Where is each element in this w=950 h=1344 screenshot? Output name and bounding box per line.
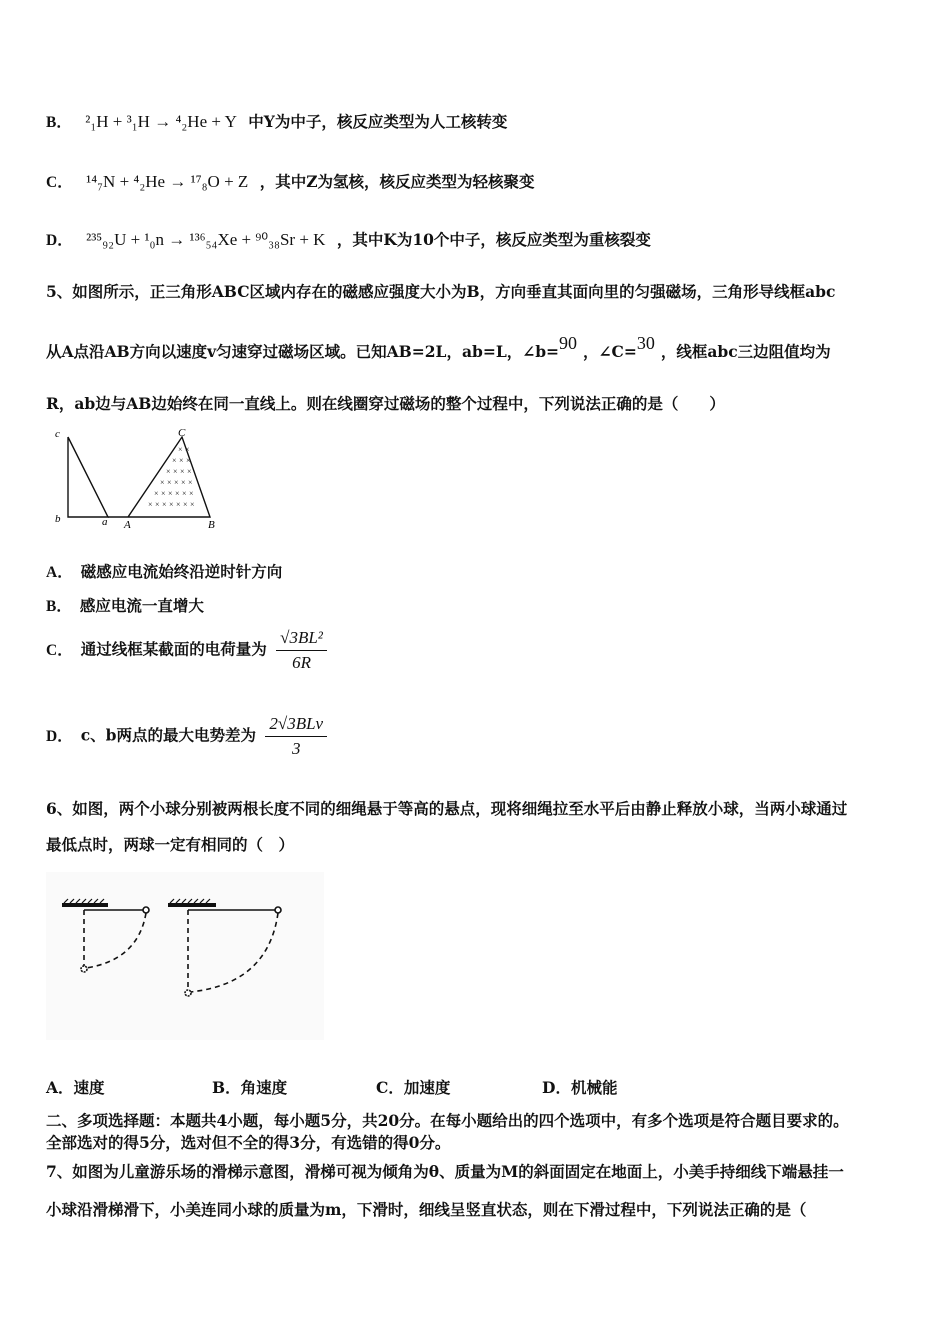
- q5-stem-part: ，∠C=: [583, 342, 637, 361]
- magnetic-field-mark: ×: [154, 489, 159, 498]
- q7-stem-line1: 7、如图为儿童游乐场的滑梯示意图，滑梯可视为倾角为θ、质量为M的斜面固定在地面上，小美手持细线下端悬挂一: [46, 1162, 844, 1181]
- q7-stem-line2: 小球沿滑梯滑下，小美连同小球的质量为m，下滑时，细线呈竖直状态，则在下滑过程中，下列说法正确的是（: [46, 1200, 807, 1219]
- section-2-line1: 二、多项选择题：本题共4小题，每小题5分，共20分。在每小题给出的四个选项中，有多个选项是符合题目要求的。: [46, 1111, 849, 1130]
- option-text: ，其中Z为氢核，核反应类型为轻核聚变: [259, 172, 535, 191]
- charge-fraction: [276, 628, 327, 673]
- magnetic-field-mark: ×: [185, 445, 190, 454]
- option-text: 磁感应电流始终沿逆时针方向: [80, 562, 283, 581]
- q5-stem-line3: R，ab边与AB边始终在同一直线上。则在线圈穿过磁场的整个过程中，下列说法正确的是（ ）: [46, 394, 725, 413]
- option-label: C．: [46, 174, 73, 191]
- magnetic-field-mark: ×: [187, 467, 192, 476]
- option-text: 感应电流一直增大: [79, 596, 204, 615]
- q5-option-b: [46, 594, 204, 616]
- option-label: B．: [46, 114, 72, 131]
- q6-option-a: A．速度: [46, 1078, 105, 1097]
- magnetic-field-mark: ×: [160, 478, 165, 487]
- nuclear-equation: ²₁H + ³₁H → ⁴₂He + Y: [85, 112, 237, 131]
- magnetic-field-mark: ×: [162, 500, 167, 509]
- magnetic-field-mark: ×: [168, 489, 173, 498]
- section-2-header: [46, 1110, 916, 1154]
- magnetic-field-mark: ×: [182, 489, 187, 498]
- q5-option-a: [46, 560, 282, 582]
- option-text: ，其中K为10个中子，核反应类型为重核裂变: [336, 230, 651, 249]
- q6-stem-line1: 6、如图，两个小球分别被两根长度不同的细绳悬于等高的悬点，现将细绳拉至水平后由静止释放小球，当两小球通过: [46, 799, 848, 818]
- fraction-denominator: 6R: [292, 653, 311, 672]
- q4-option-d: [46, 228, 651, 250]
- option-label: B．: [46, 598, 72, 615]
- option-label: C．: [46, 641, 73, 659]
- label-C: C: [178, 427, 186, 439]
- option-text: 通过线框某截面的电荷量为: [80, 639, 267, 659]
- magnetic-field-mark: ×: [174, 478, 179, 487]
- option-text: 中Y为中子，核反应类型为人工核转变: [248, 112, 508, 131]
- label-c: c: [55, 428, 60, 440]
- magnetic-field-mark: ×: [172, 456, 177, 465]
- q6-options: [46, 1076, 846, 1100]
- angle-b-value: 90: [559, 333, 578, 353]
- q5-stem-line1: 5、如图所示，正三角形ABC区域内存在的磁感应强度大小为B，方向垂直其面向里的匀强磁场，三角形导线框abc: [46, 282, 836, 301]
- magnetic-field-mark: ×: [155, 500, 160, 509]
- magnetic-field-mark: ×: [161, 489, 166, 498]
- option-text: c、b两点的最大电势差为: [80, 725, 256, 745]
- q6-stem-line2: 最低点时，两球一定有相同的（ ）: [46, 835, 295, 854]
- fraction-numerator: 2√3BLv: [265, 714, 327, 737]
- q6-option-c: C．加速度: [376, 1078, 451, 1097]
- q5-option-c: [46, 628, 327, 673]
- magnetic-field-mark: ×: [188, 478, 193, 487]
- q5-option-d: [46, 714, 327, 759]
- magnetic-field-mark: ×: [181, 478, 186, 487]
- magnetic-field-mark: ×: [176, 500, 181, 509]
- label-a: a: [102, 516, 108, 528]
- magnetic-field-mark: ×: [167, 478, 172, 487]
- nuclear-equation: ¹⁴₇N + ⁴₂He → ¹⁷₈O + Z: [86, 172, 249, 191]
- q4-option-b: [46, 110, 507, 132]
- magnetic-field-mark: ×: [180, 467, 185, 476]
- option-label: A．: [46, 564, 73, 581]
- q6-option-b: B．角速度: [212, 1078, 288, 1097]
- magnetic-field-mark: ×: [179, 456, 184, 465]
- magnetic-field-mark: ×: [190, 500, 195, 509]
- q5-figure: [50, 425, 230, 535]
- angle-c-value: 30: [636, 333, 655, 353]
- label-B: B: [208, 519, 215, 531]
- magnetic-field-mark: ×: [175, 489, 180, 498]
- q5-stem-line2: [46, 333, 831, 362]
- q6-option-d: D．机械能: [542, 1078, 618, 1097]
- magnetic-field-mark: ×: [169, 500, 174, 509]
- magnetic-field-mark: ×: [178, 445, 183, 454]
- option-label: D．: [46, 232, 73, 249]
- magnetic-field-mark: ×: [166, 467, 171, 476]
- magnetic-field-mark: ×: [186, 456, 191, 465]
- q6-figure: [46, 872, 324, 1040]
- nuclear-equation: ²³⁵₉₂U + ¹₀n → ¹³⁶₅₄Xe + ⁹⁰₃₈Sr + K: [86, 230, 326, 249]
- magnetic-field-mark: ×: [189, 489, 194, 498]
- fraction-numerator: √3BL²: [276, 628, 327, 651]
- magnetic-field-mark: ×: [183, 500, 188, 509]
- label-A: A: [124, 519, 131, 531]
- label-b: b: [55, 513, 61, 525]
- potential-fraction: [265, 714, 327, 759]
- magnetic-field-mark: ×: [148, 500, 153, 509]
- option-label: D．: [46, 727, 73, 745]
- q4-option-c: [46, 170, 535, 192]
- magnetic-field-mark: ×: [173, 467, 178, 476]
- q5-stem-part: ，线框abc三边阻值均为: [660, 342, 831, 361]
- fraction-denominator: 3: [292, 739, 301, 758]
- q5-stem-part: 从A点沿AB方向以速度v匀速穿过磁场区域。已知AB=2L，ab=L，∠b=: [46, 342, 560, 361]
- section-2-line2: 全部选对的得5分，选对但不全的得3分，有选错的得0分。: [46, 1133, 451, 1152]
